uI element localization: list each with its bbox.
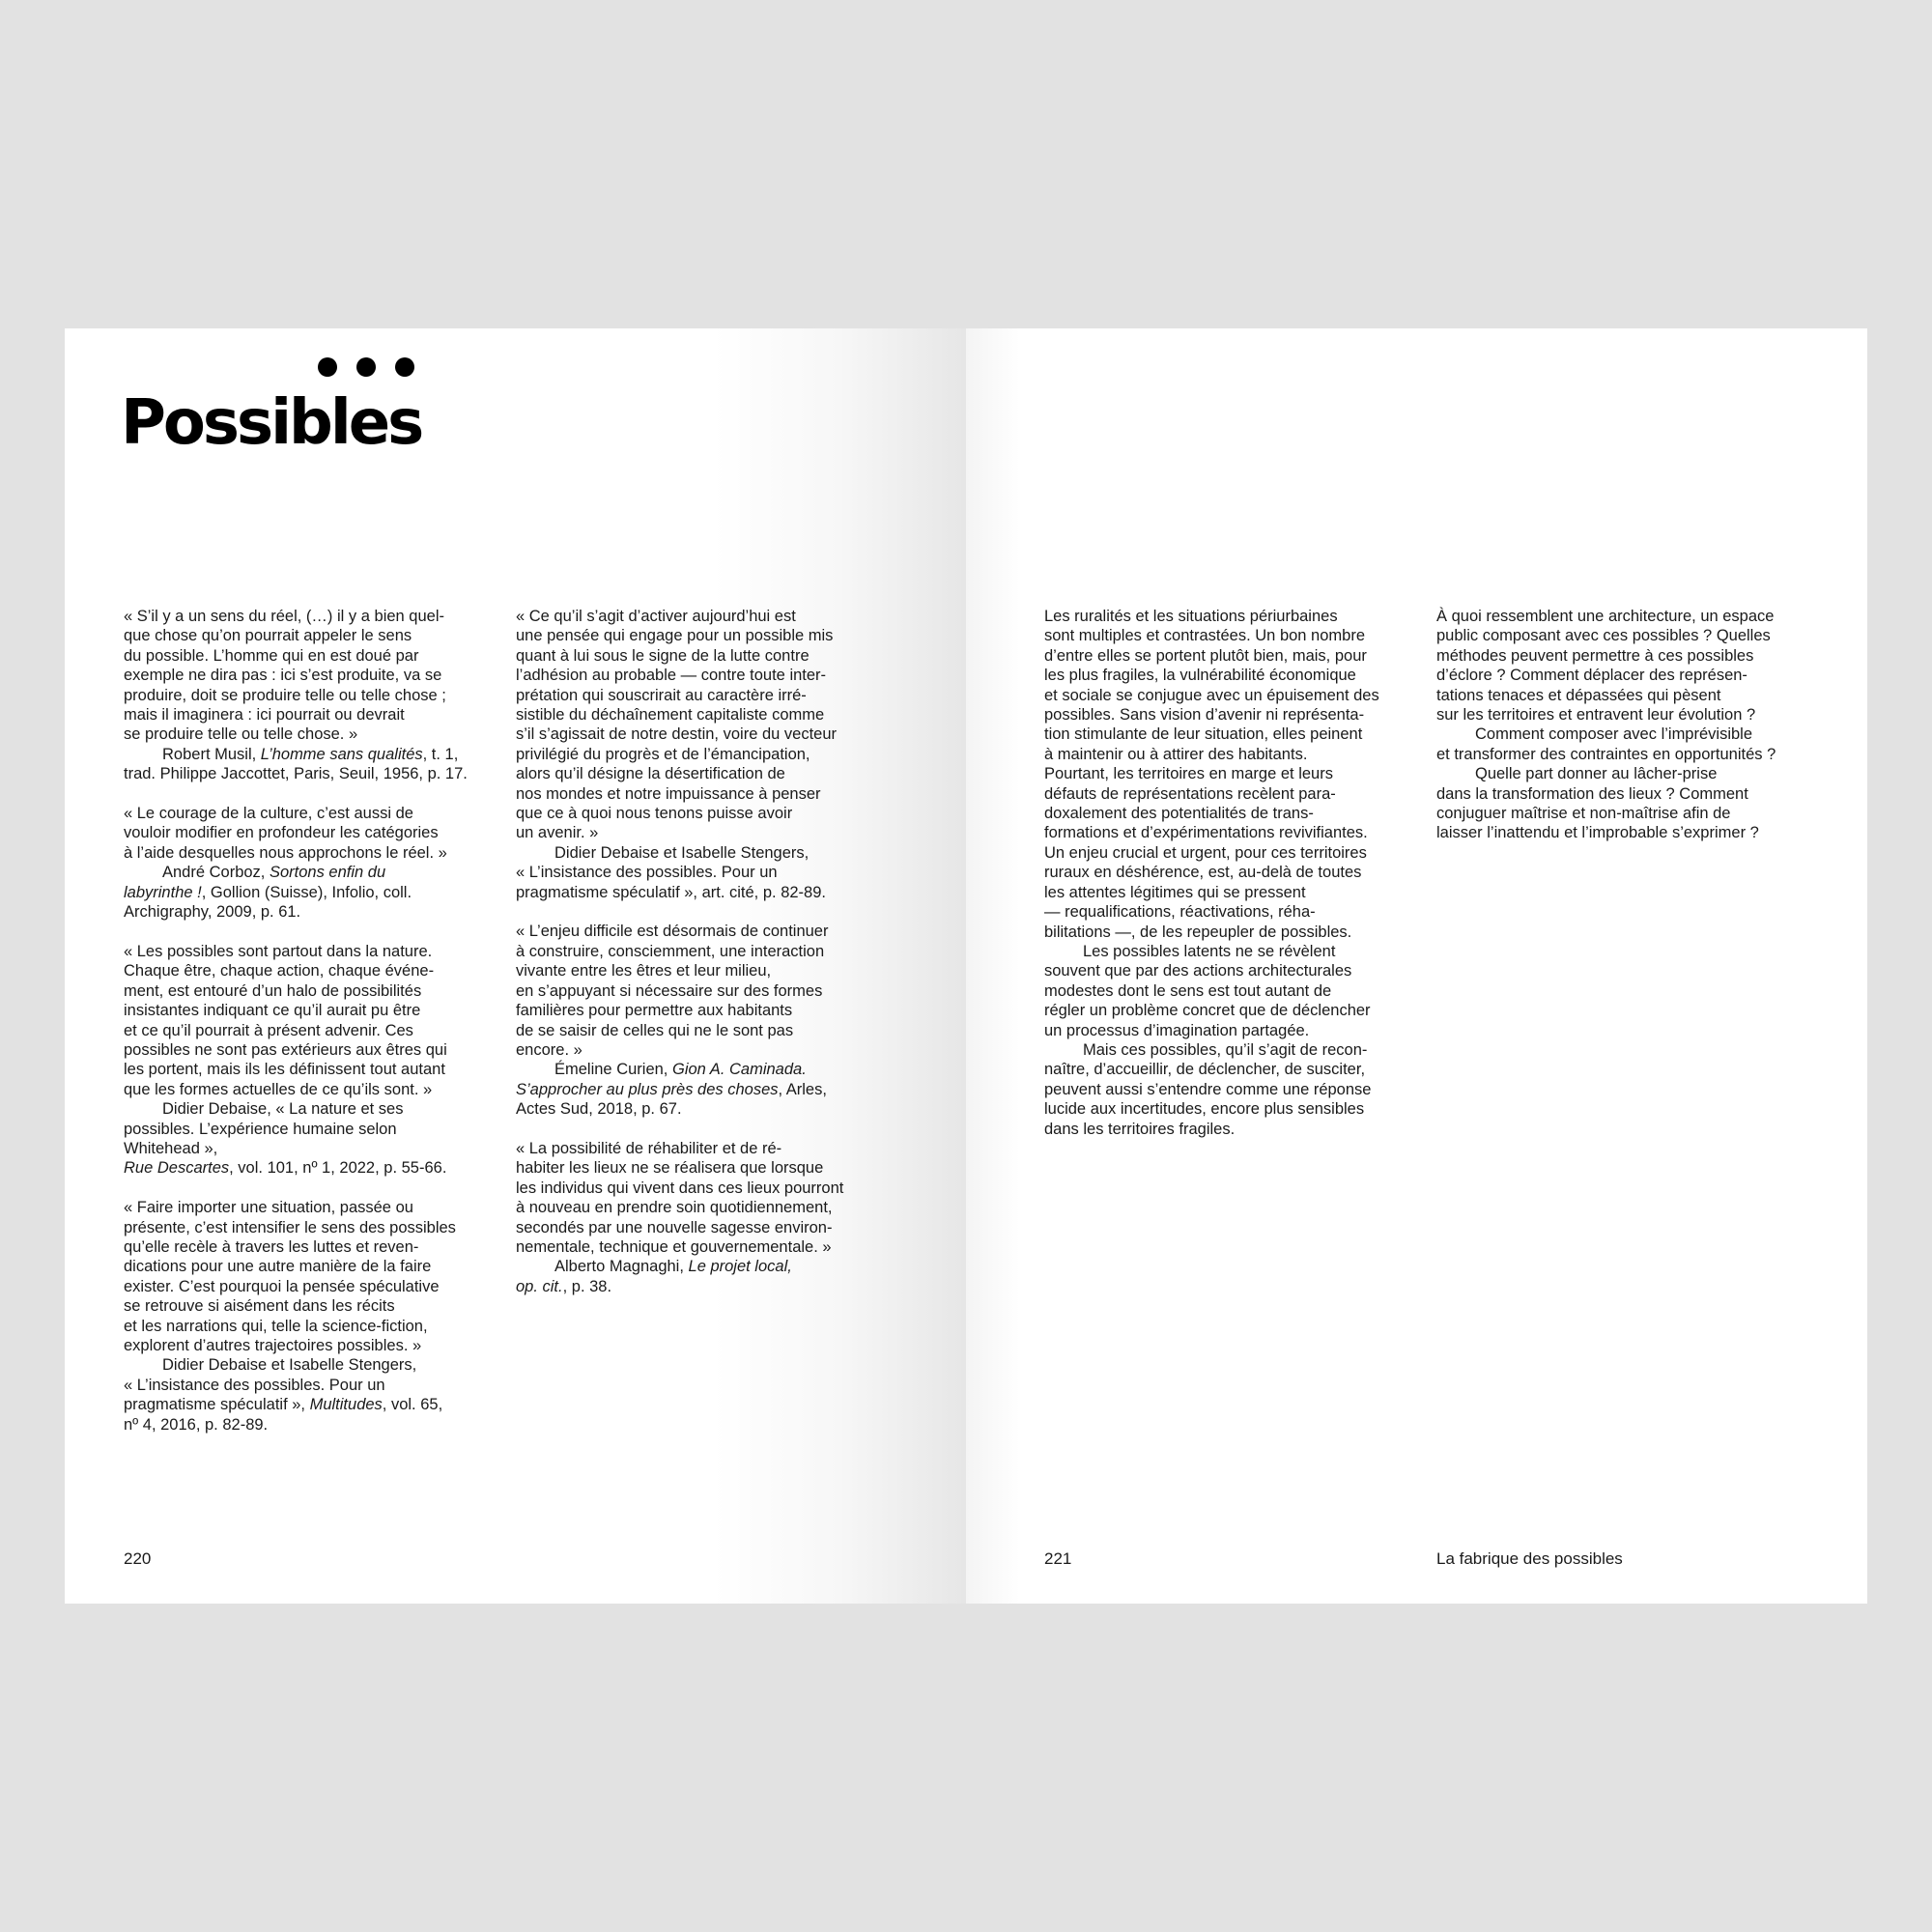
source-details: possibles. L’expérience humaine selon (124, 1120, 397, 1138)
paragraph (1436, 607, 1828, 724)
quote-source-line (516, 1277, 902, 1296)
left-quotes-column-1 (124, 607, 493, 1454)
quote-source-line (124, 764, 493, 783)
source-author: Didier Debaise et Isabelle Stengers, (162, 1356, 417, 1375)
dot-icon (395, 357, 414, 377)
quote-line: exister. C’est pourquoi la pensée spéculative (124, 1277, 440, 1295)
source-work-title: Sortons enfin du (269, 864, 386, 882)
quote-source-line (516, 863, 902, 882)
source-details: Whitehead », (124, 1139, 218, 1157)
quote-block (516, 1139, 902, 1296)
quote-line: sistible du déchaînement capitaliste comme (516, 706, 825, 724)
quote-line: vouloir modifier en profondeur les catégories (124, 824, 439, 842)
quote-line: et les narrations qui, telle la science-fiction, (124, 1317, 428, 1335)
running-title: La fabrique des possibles (1436, 1549, 1623, 1568)
quote-line: les portent, mais ils les définissent tout autant (124, 1061, 445, 1079)
right-text-column-1 (1044, 607, 1426, 1139)
quote-line: à l’aide desquelles nous approchons le réel. » (124, 843, 447, 862)
quote-line: « Les possibles sont partout dans la nature. (124, 942, 433, 960)
quote-line: « Faire importer une situation, passée ou (124, 1199, 413, 1217)
paragraph-line: formations et d’expérimentations revivifiantes. (1044, 824, 1368, 842)
quote-line: nementale, technique et gouvernementale. » (516, 1237, 832, 1256)
source-details: trad. Philippe Jaccottet, Paris, Seuil, 1956, p. 17. (124, 765, 468, 783)
source-details: , p. 38. (562, 1277, 612, 1295)
paragraph (1044, 942, 1426, 1040)
quote-source-line (124, 1376, 493, 1395)
paragraph-line: tations tenaces et dépassées qui pèsent (1436, 686, 1721, 704)
source-work-title: Multitudes (309, 1396, 383, 1414)
quote-line: « Le courage de la culture, c’est aussi de (124, 805, 413, 823)
quote-source-line (124, 1395, 493, 1414)
quote-source-line (516, 1257, 902, 1276)
quote-line: un avenir. » (516, 824, 599, 842)
quote-line: à construire, consciemment, une interaction (516, 942, 825, 960)
left-page (65, 328, 966, 1604)
source-details: nº 4, 2016, p. 82-89. (124, 1415, 269, 1434)
paragraph-line: les attentes légitimes qui se pressent (1044, 883, 1306, 901)
quote-line: s’il s’agissait de notre destin, voire du vecteur (516, 725, 837, 744)
quote-line: que les formes actuelles de ce qu’ils sont. » (124, 1080, 433, 1098)
paragraph-line: d’éclore ? Comment déplacer des représen- (1436, 667, 1747, 685)
source-details: « L’insistance des possibles. Pour un (516, 864, 778, 882)
quote-line: que chose qu’on pourrait appeler le sens (124, 627, 412, 645)
quote-block (516, 922, 902, 1119)
paragraph (1436, 724, 1828, 764)
source-details: pragmatisme spéculatif », (124, 1396, 310, 1414)
paragraph-line: possibles. Sans vision d’avenir ni représenta- (1044, 706, 1365, 724)
quote-line: insistantes indiquant ce qu’il aurait pu être (124, 1002, 421, 1020)
paragraph-line: lucide aux incertitudes, encore plus sensibles (1044, 1100, 1365, 1119)
paragraph-line: Les possibles latents ne se révèlent (1083, 942, 1336, 960)
quote-line: possibles ne sont pas extérieurs aux êtres qui (124, 1040, 447, 1059)
quote-line: Chaque être, chaque action, chaque événe- (124, 962, 435, 980)
quote-line: produire, doit se produire telle ou telle chose ; (124, 686, 446, 704)
quote-line: « La possibilité de réhabiliter et de ré- (516, 1139, 782, 1157)
page-number: 220 (124, 1549, 152, 1568)
quote-line: à nouveau en prendre soin quotidiennement, (516, 1199, 833, 1217)
quote-line: « Ce qu’il s’agit d’activer aujourd’hui est (516, 608, 796, 625)
paragraph-line: modestes dont le sens est tout autant de (1044, 981, 1332, 1000)
source-details: , t. 1, (422, 745, 459, 763)
source-author: André Corboz, (162, 864, 270, 882)
quote-line: mais il imaginera : ici pourrait ou devrait (124, 706, 405, 724)
quote-line: se retrouve si aisément dans les récits (124, 1297, 395, 1316)
paragraph-line: Un enjeu crucial et urgent, pour ces territoires (1044, 843, 1367, 862)
quote-source-line (124, 863, 493, 882)
paragraph-line: les plus fragiles, la vulnérabilité économique (1044, 667, 1356, 685)
paragraph-line: et sociale se conjugue avec un épuisement des (1044, 686, 1379, 704)
source-details: , Gollion (Suisse), Infolio, coll. (201, 883, 412, 901)
source-author: Alberto Magnaghi, (554, 1258, 689, 1276)
quote-line: que ce à quoi nous tenons puisse avoir (516, 805, 793, 823)
quote-line: une pensée qui engage pour un possible mis (516, 627, 834, 645)
paragraph-line: d’entre elles se portent plutôt bien, mais, pour (1044, 646, 1367, 665)
paragraph-line: méthodes peuvent permettre à ces possibles (1436, 646, 1754, 665)
paragraph-line: régler un problème concret que de déclencher (1044, 1002, 1371, 1020)
quote-source-line (124, 1139, 493, 1158)
quote-line: « S’il y a un sens du réel, (…) il y a bien quel- (124, 608, 444, 625)
paragraph-line: souvent que par des actions architecturales (1044, 962, 1352, 980)
source-details: , vol. 65, (382, 1396, 443, 1414)
quote-source-line (516, 1080, 902, 1099)
quote-line: et ce qu’il pourrait à présent advenir. Ces (124, 1021, 413, 1039)
source-details: Archigraphy, 2009, p. 61. (124, 903, 301, 922)
paragraph-line: un processus d’imagination partagée. (1044, 1021, 1310, 1039)
quote-block (124, 942, 493, 1179)
quote-line: privilégié du progrès et de l’émancipation, (516, 745, 810, 763)
source-details: , Arles, (778, 1080, 827, 1098)
quote-source-line (516, 1099, 902, 1119)
paragraph-line: conjuguer maîtrise et non-maîtrise afin de (1436, 805, 1731, 823)
paragraph (1044, 607, 1426, 942)
paragraph-line: Les ruralités et les situations périurbaines (1044, 608, 1338, 625)
source-work-title: S’approcher au plus près des choses (516, 1080, 779, 1098)
paragraph-line: naître, d’accueillir, de déclencher, de susciter, (1044, 1061, 1366, 1079)
quote-line: « L’enjeu difficile est désormais de continuer (516, 923, 829, 941)
quote-line: se produire telle ou telle chose. » (124, 725, 358, 744)
quote-source-line (124, 1355, 493, 1375)
paragraph-line: laisser l’inattendu et l’improbable s’exprimer ? (1436, 824, 1759, 842)
page-number: 221 (1044, 1549, 1072, 1568)
paragraph-line: dans les territoires fragiles. (1044, 1120, 1236, 1138)
paragraph-line: peuvent aussi s’entendre comme une réponse (1044, 1080, 1372, 1098)
quote-source-line (124, 1120, 493, 1139)
source-details: pragmatisme spéculatif », art. cité, p. 82-89. (516, 883, 826, 901)
quote-line: explorent d’autres trajectoires possibles. » (124, 1336, 422, 1354)
quote-line: vivante entre les êtres et leur milieu, (516, 962, 772, 980)
paragraph-line: Mais ces possibles, qu’il s’agit de recon- (1083, 1040, 1368, 1059)
source-work-title: labyrinthe ! (124, 883, 202, 901)
quote-source-line (124, 1415, 493, 1435)
paragraph-line: et transformer des contraintes en opportunités ? (1436, 745, 1776, 763)
quote-source-line (124, 902, 493, 922)
left-quotes-column-2 (516, 607, 902, 1317)
paragraph-line: sont multiples et contrastées. Un bon nombre (1044, 627, 1366, 645)
quote-line: les individus qui vivent dans ces lieux pourront (516, 1179, 844, 1197)
paragraph-line: sur les territoires et entravent leur évolution ? (1436, 706, 1756, 724)
paragraph-line: À quoi ressemblent une architecture, un espace (1436, 608, 1775, 625)
page-title: Possibles (121, 387, 422, 459)
source-details: Actes Sud, 2018, p. 67. (516, 1100, 682, 1119)
source-work-title: op. cit. (516, 1277, 563, 1295)
source-author: Robert Musil, (162, 745, 261, 763)
paragraph-line: public composant avec ces possibles ? Quelles (1436, 627, 1771, 645)
paragraph-line: bilitations —, de les repeupler de possibles. (1044, 923, 1352, 941)
paragraph (1044, 1040, 1426, 1139)
quote-line: de se saisir de celles qui ne le sont pas (516, 1021, 794, 1039)
source-work-title: Rue Descartes (124, 1159, 230, 1178)
quote-source-line (124, 1099, 493, 1119)
paragraph-line: — requalifications, réactivations, réha- (1044, 903, 1316, 922)
quote-block (124, 1198, 493, 1435)
quote-source-line (516, 883, 902, 902)
quote-line: en s’appuyant si nécessaire sur des formes (516, 981, 823, 1000)
quote-line: quant à lui sous le signe de la lutte contre (516, 646, 810, 665)
quote-line: habiter les lieux ne se réalisera que lorsque (516, 1159, 824, 1178)
quote-line: présente, c’est intensifier le sens des possibles (124, 1218, 456, 1236)
paragraph-line: Quelle part donner au lâcher-prise (1475, 765, 1718, 783)
dot-icon (356, 357, 376, 377)
paragraph (1436, 764, 1828, 843)
quote-line: ment, est entouré d’un halo de possibilités (124, 981, 422, 1000)
source-author: Émeline Curien, (554, 1061, 672, 1079)
paragraph-line: Comment composer avec l’imprévisible (1475, 725, 1753, 744)
quote-block (124, 804, 493, 922)
right-text-column-2 (1436, 607, 1828, 843)
paragraph-line: défauts de représentations recèlent para- (1044, 784, 1336, 803)
quote-line: l’adhésion au probable — contre toute inter- (516, 667, 827, 685)
quote-source-line (124, 883, 493, 902)
source-details: , vol. 101, nº 1, 2022, p. 55-66. (229, 1159, 447, 1178)
ellipsis-dots-ornament (318, 357, 424, 381)
paragraph-line: Pourtant, les territoires en marge et leurs (1044, 765, 1333, 783)
quote-line: secondés par une nouvelle sagesse environ- (516, 1218, 833, 1236)
quote-line: familières pour permettre aux habitants (516, 1002, 793, 1020)
quote-block (516, 607, 902, 902)
source-author: Didier Debaise et Isabelle Stengers, (554, 843, 810, 862)
quote-line: dications pour une autre manière de la faire (124, 1258, 432, 1276)
quote-line: exemple ne dira pas : ici s’est produite, va se (124, 667, 442, 685)
right-page (966, 328, 1867, 1604)
quote-source-line (516, 843, 902, 863)
source-author: Didier Debaise, « La nature et ses (162, 1100, 404, 1119)
source-work-title: Gion A. Caminada. (671, 1061, 807, 1079)
paragraph-line: tion stimulante de leur situation, elles peinent (1044, 725, 1363, 744)
paragraph-line: à maintenir ou à attirer des habitants. (1044, 745, 1308, 763)
paragraph-line: doxalement des potentialités de trans- (1044, 805, 1314, 823)
quote-block (124, 607, 493, 784)
quote-line: alors qu’il désigne la désertification de (516, 765, 785, 783)
dot-icon (318, 357, 337, 377)
quote-line: du possible. L’homme qui en est doué par (124, 646, 419, 665)
quote-line: qu’elle recèle à travers les luttes et reven- (124, 1237, 419, 1256)
quote-line: encore. » (516, 1040, 582, 1059)
quote-source-line (124, 745, 493, 764)
quote-source-line (516, 1060, 902, 1079)
quote-source-line (124, 1158, 493, 1178)
source-work-title: L’homme sans qualités (260, 745, 423, 763)
source-work-title: Le projet local, (688, 1258, 792, 1276)
quote-line: nos mondes et notre impuissance à penser (516, 784, 821, 803)
paragraph-line: dans la transformation des lieux ? Comment (1436, 784, 1748, 803)
quote-line: prétation qui souscrirait au caractère irré- (516, 686, 807, 704)
paragraph-line: ruraux en déshérence, est, au-delà de toutes (1044, 864, 1362, 882)
source-details: « L’insistance des possibles. Pour un (124, 1376, 385, 1394)
